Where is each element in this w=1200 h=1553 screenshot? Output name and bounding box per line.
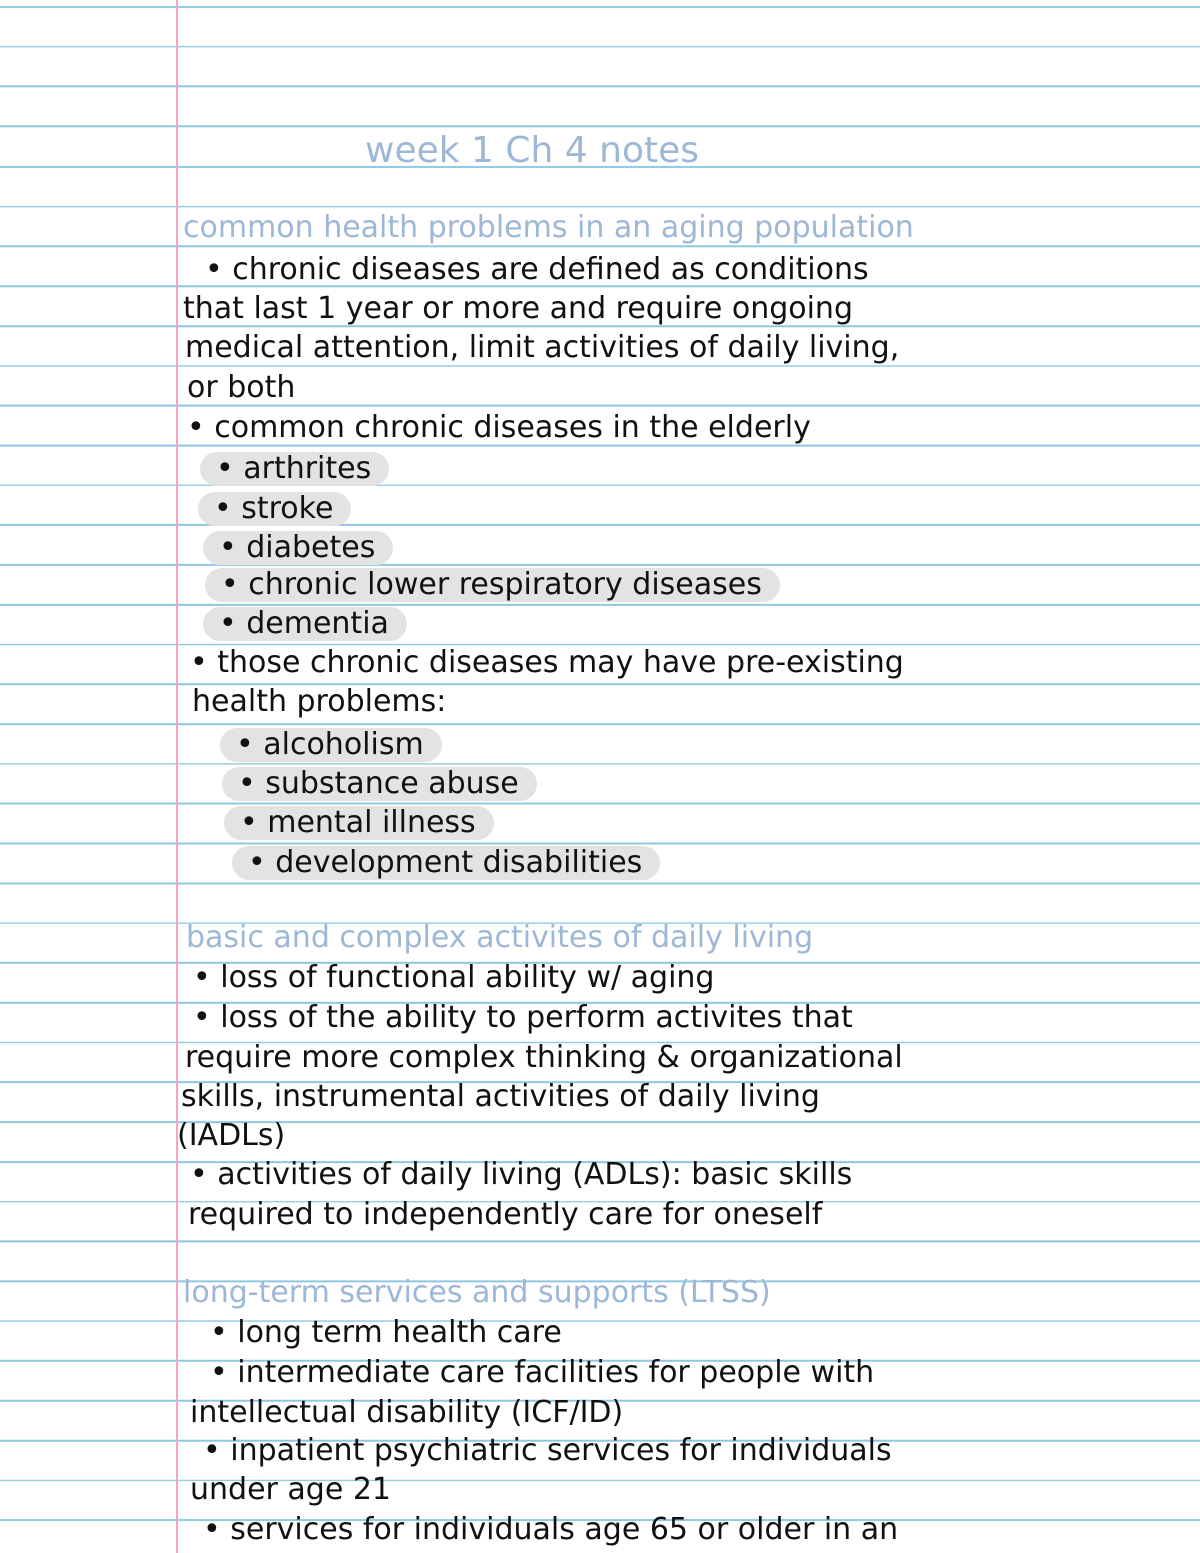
note-line: • chronic diseases are defined as conditions	[205, 252, 869, 287]
note-line: (IADLs)	[177, 1118, 286, 1153]
note-line: or both	[187, 370, 296, 405]
note-line: require more complex thinking & organizational	[185, 1040, 903, 1075]
note-line: medical attention, limit activities of daily living,	[185, 330, 900, 365]
highlighted-item: • diabetes	[203, 531, 393, 565]
section-heading: long-term services and supports (LTSS)	[183, 1275, 771, 1310]
section-heading: common health problems in an aging population	[183, 210, 914, 245]
note-line: • activities of daily living (ADLs): basic skills	[190, 1157, 853, 1192]
highlighted-item: • development disabilities	[232, 846, 660, 880]
highlighted-item: • alcoholism	[220, 728, 442, 762]
note-line: • intermediate care facilities for people with	[210, 1355, 875, 1390]
note-line: • loss of the ability to perform activites that	[193, 1000, 853, 1035]
highlighted-item: • arthrites	[200, 452, 389, 486]
highlighted-item: • chronic lower respiratory diseases	[205, 568, 780, 602]
margin-line	[176, 0, 178, 1553]
note-line: • loss of functional ability w/ aging	[193, 960, 715, 995]
note-line: that last 1 year or more and require ongoing	[183, 291, 853, 326]
note-line: health problems:	[192, 684, 447, 719]
highlighted-item: • dementia	[203, 607, 407, 641]
note-line: • inpatient psychiatric services for individuals	[203, 1433, 892, 1468]
note-line: skills, instrumental activities of daily living	[181, 1079, 820, 1114]
note-line: under age 21	[190, 1472, 391, 1507]
note-line: • common chronic diseases in the elderly	[187, 410, 811, 445]
note-line: • long term health care	[210, 1315, 562, 1350]
section-heading: basic and complex activites of daily living	[186, 920, 814, 955]
note-line: intellectual disability (ICF/ID)	[190, 1395, 624, 1430]
highlighted-item: • stroke	[198, 492, 351, 526]
note-line: • services for individuals age 65 or older in an	[203, 1512, 899, 1547]
highlighted-item: • mental illness	[224, 806, 494, 840]
note-line: • those chronic diseases may have pre-existing	[190, 645, 904, 680]
highlighted-item: • substance abuse	[222, 767, 537, 801]
note-line: required to independently care for oneself	[188, 1197, 823, 1232]
note-title: week 1 Ch 4 notes	[365, 130, 699, 171]
